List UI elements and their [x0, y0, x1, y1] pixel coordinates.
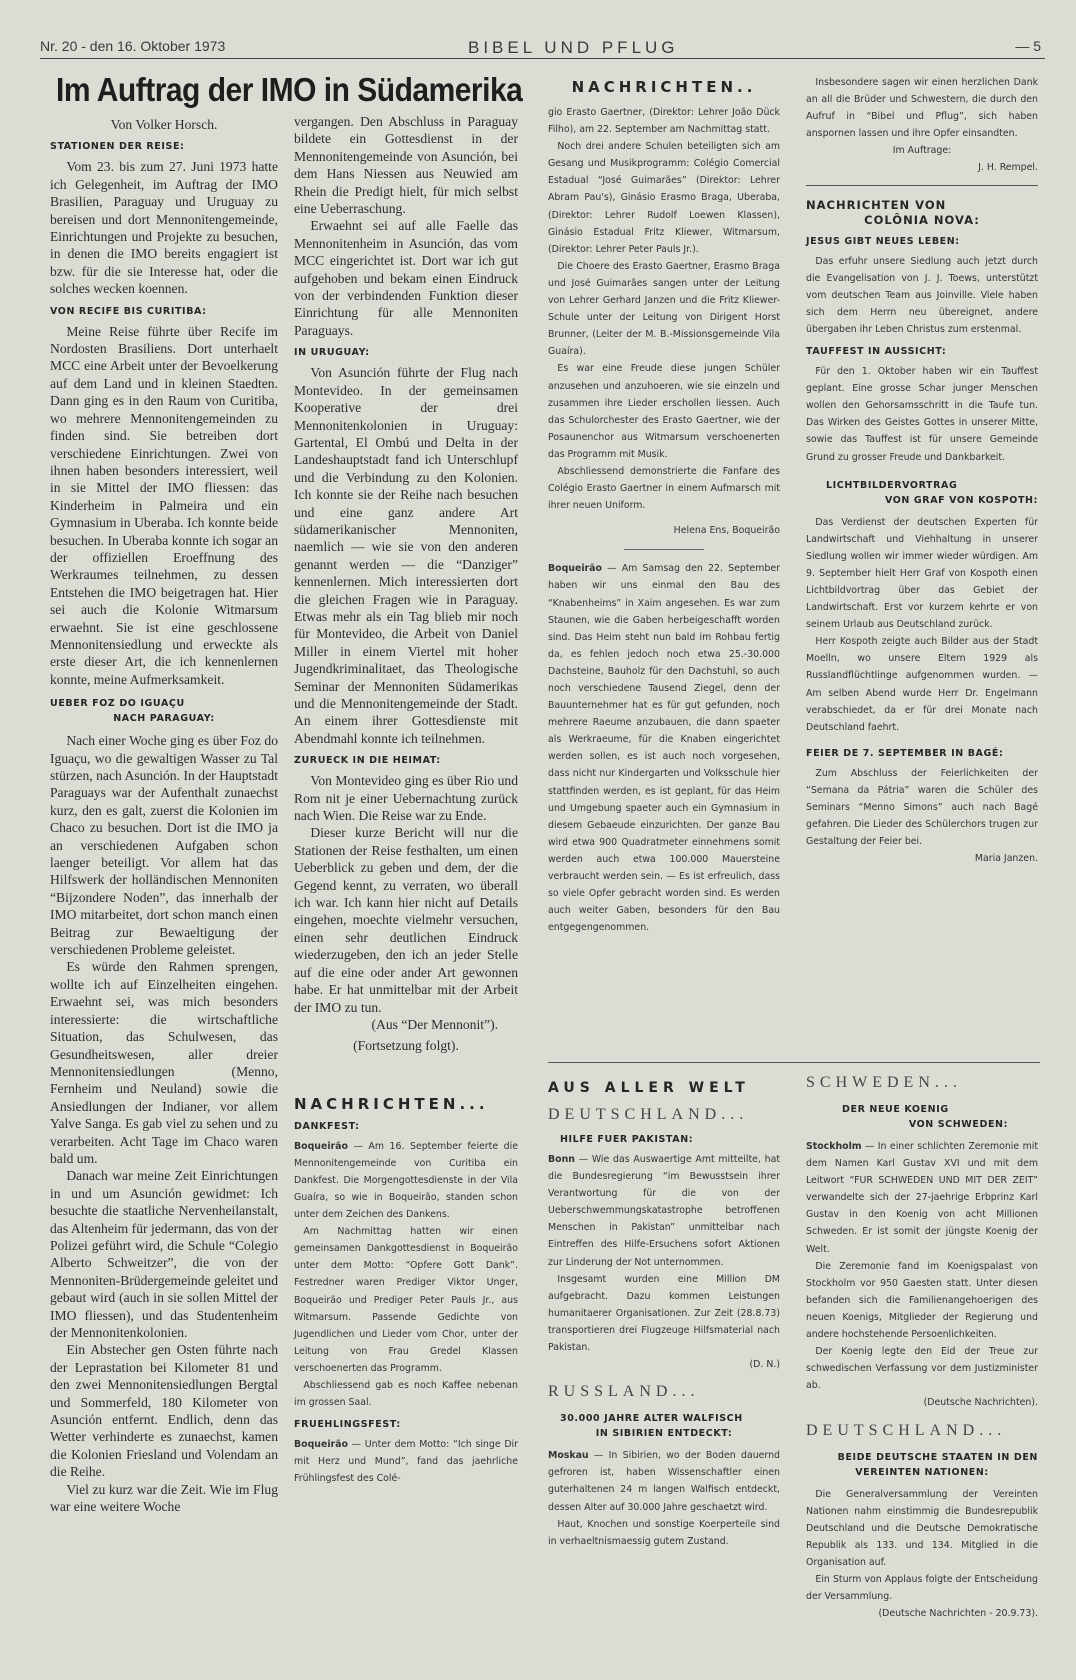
aus-aller-welt-col3: [548, 1072, 780, 1672]
aus-aller-welt-col4: [806, 1072, 1038, 1672]
paper-title: BIBEL UND PFLUG: [468, 38, 679, 57]
nachrichten-section-b: [548, 74, 780, 1014]
news-text: — Am 16. September feierte die Mennonitengemeinde von Curitiba ein Dankfest. Die Morgengottesdienste in der Vila Guaíra, so wie in Boqueirão, standen schon unter dem Zeichen des Dankens.: [294, 1140, 518, 1221]
heading-tauffest: TAUFFEST IN AUSSICHT:: [806, 346, 947, 358]
news-paragraph: Es war eine Freude diese jungen Schüler anzusehen und anzuhoeren, wie sie einzeln und zusammen ihre Lieder erschollen liessen. Auch das Schulorchester des Erasto Gaertner, wie der Posaunenchor aus Witmarsum verschoenerten das Programm mit Musik.: [548, 363, 780, 460]
article-paragraph: Vom 23. bis zum 27. Juni 1973 hatte ich Gelegenheit, im Auftrag der IMO Brasilien, Paraguay und Uruguay zu bereisen und dort Mennonitengemeinde, Einrichtungen und Projekte zu besuchen, in denen die IMO bereits engagiert ist bzw. für die sie Interesse hat, oder die solches wecken koennen.: [50, 159, 278, 297]
news-paragraph: Für den 1. Oktober haben wir ein Tauffest geplant. Eine grosse Schar junger Menschen wollen den Gehorsamsschritt in die Taufe tun. Das Wirken des Geistes Gottes in unserer Mitte, sowie das Tauffest ist für unsere Gemeinde Grund zu grosser Freude und Dankbarkeit.: [806, 366, 1038, 463]
country-russland: RUSSLAND...: [548, 1383, 700, 1401]
source-deutsche-nachrichten-2: (Deutsche Nachrichten - 20.9.73).: [878, 1608, 1038, 1620]
heading-dankfest: DANKFEST:: [294, 1120, 360, 1132]
heading-foz: [50, 696, 278, 726]
heading-uno-line2: VEREINTEN NATIONEN:: [855, 1466, 989, 1478]
article-paragraph: Von Asunción führte der Flug nach Montevideo. In der gemeinsamen Kooperative der drei Mennonitenkolonien in Uruguay: Gartental, El Ombú und Delta in der Landeshauptstadt fand ich Unterschlupf und die Verbindung zu den Kolonien. Ich konnte sie der Reihe nach besuchen und eine ganz andere Art südamerikanischer Mennoniten, naemlich — wie sie von den anderen genannt werden — die “Danziger” kennenlernen. Mich interessierten dort die gleichen Fragen wie in Paraguay. Etwas mehr als ein Tag blieb mir noch für Montevideo, die Arbeit von Daniel Miller in einem Viertel mit hoher Jugendkriminalitaet, das Theologische Seminar der Mennoniten Südamerikas und die Mennonitengemeinde der Stadt. An einem ihrer Gottesdienste mit Abendmahl konnte ich teilnehmen.: [294, 365, 518, 746]
news-paragraph: Der Koenig legte den Eid der Treue zur schwedischen Verfassung vor dem Justizminister ab.: [806, 1346, 1038, 1392]
heading-fruehling: FRUEHLINGSFEST:: [294, 1419, 401, 1431]
heading-recife: VON RECIFE BIS CURITIBA:: [50, 305, 207, 317]
news-paragraph: Abschliessend gab es noch Kaffee nebenan im grossen Saal.: [294, 1380, 518, 1409]
issue-date: Nr. 20 - den 16. Oktober 1973: [40, 38, 226, 54]
news-paragraph: Herr Kospoth zeigte auch Bilder aus der Stadt Moelln, wo unsere Eltern 1929 als Russlandflüchtlinge aufgenommen wurden. — Am selben Abend wurde Herr Dr. Engelmann verabschiedet, da er für drei Monate nach Deutschland faehrt.: [806, 636, 1038, 733]
source-deutsche-nachrichten: (Deutsche Nachrichten).: [923, 1397, 1038, 1409]
article-headline: Im Auftrag der IMO in Südamerika: [56, 72, 523, 109]
signature-rempel: J. H. Rempel.: [978, 162, 1038, 174]
news-paragraph: Abschliessend demonstrierte die Fanfare des Colégio Erasto Gaertner in einem Aufmarsch mit ihrer neuen Uniform.: [548, 465, 780, 512]
heading-jesus: JESUS GIBT NEUES LEBEN:: [806, 235, 960, 247]
heading-zurueck: ZURUECK IN DIE HEIMAT:: [294, 755, 441, 767]
news-paragraph: Haut, Knochen und sonstige Koerperteile sind in verhaeltnismaessig gutem Zustand.: [548, 1518, 780, 1547]
place-boqueirao: Boqueirão: [548, 563, 602, 575]
nachrichten-title: NACHRICHTEN...: [294, 1094, 489, 1113]
signature-helena: Helena Ens, Boqueirão: [673, 525, 780, 537]
page-number: — 5: [1015, 38, 1041, 54]
news-paragraph: Insbesondere sagen wir einen herzlichen Dank an all die Brüder und Schwestern, die durch den Aufruf in “Bibel und Pflug”, sich haben anspornen lassen und ihre Opfer einsandten.: [806, 77, 1038, 140]
aus-aller-welt-title: AUS ALLER WELT: [548, 1080, 750, 1096]
heading-foz-line1: UEBER FOZ DO IGUAÇU: [50, 698, 185, 710]
heading-walfisch-line1: 30.000 JAHRE ALTER WALFISCH: [560, 1413, 743, 1425]
article-imo-col2: [294, 113, 518, 1673]
news-paragraph: Noch drei andere Schulen beteiligten sich am Gesang und Musikprogramm: Colégio Comercial Estadual “José Guimarães” (Direktor: Lehrer Abram Pau's), Ginásio Erasmo Braga, Uberaba, (Direktor: Lehrer Rudolf Loewen Klassen), Ginásio Estadual Fritz Kliewer, Witmarsum, (Direktor: Lehrer Peter Pauls Jr.).: [548, 141, 780, 255]
im-auftrage: Im Auftrage:: [892, 145, 952, 157]
news-text: — In einer schlichten Zeremonie mit dem Namen Karl Gustav XVI und mit dem Leitwort “FUR SCHWEDEN UND MIT DER ZEIT” verwandelte sich der 27-jaehrige Erbprinz Karl Gustav in den Koenig von acht Millionen Schweden. Er ist somit der jüngste Koenig der Welt.: [806, 1141, 1038, 1255]
news-paragraph: Die Generalversammlung der Vereinten Nationen nahm einstimmig die Bundesrepublik Deutschland und die Deutsche Demokratische Republik als 133. und 134. Mitglied in die Organisation auf.: [806, 1488, 1038, 1568]
article-paragraph: Dieser kurze Bericht will nur die Stationen der Reise festhalten, um einen Ueberblick zu geben und dem, der die Gegend kennt, zu verraten, wo überall ich war. Ich kann hier nicht auf Details eingehen, moechte vielmehr versuchen, einen sehr deutlichen Eindruck wiederzugeben, den ich an jeder Stelle auf die eine oder ander Art gewonnen habe. Er hat unmittelbar mit der Arbeit der IMO zu tun.: [294, 825, 518, 1015]
country-deutschland-2: DEUTSCHLAND...: [806, 1421, 1007, 1439]
masthead: [40, 36, 1045, 62]
news-text: — Am Samsag den 22. September haben wir uns einmal den Bau des “Knabenheims” in Xaim angesehen. Es war zum Staunen, wie die Gaben herbeigeschafft worden sind. Das Heim steht nun bald im Rohbau fertig da, es fehlen jedoch noch etwa 25.-30.000 Dachsteine, Bauholz für den Dachstuhl, so auch noch verschiedene Tausend Ziegel, denn der Bauunternehmer hat es für gut gefunden, noch mehrere Raeume anzubauen, die dann spaeter als Werkraeume, für die Knaben eingerichtet werden sollen, es ist auch noch vorgesehen, dass nicht nur Kindergarten und Volksschule hier stattfinden werden, es ist geplant, für das Heim und Umgebung spaeter auch ein Gymnasium in diesem Gebaeude einzurichten. Der ganze Bau wird etwa 900 Quadratmeter einnehmens somit werden auch etwa 100.000 Mauersteine verbraucht werden sein. — Es ist erfreulich, dass so viele Opfer gebracht worden sind. Es werden auch weiter Gaben, besonders für den Bau entgegengenommen.: [548, 563, 781, 934]
heading-lichtbild-line1: LICHTBILDERVORTRAG: [826, 479, 958, 491]
news-paragraph: Insgesamt wurden eine Million DM aufgebracht. Dazu kommen Leistungen humanitaerer Organisationen. Zur Zeit (28.8.73) transportieren drei Flugzeuge Hilfsmaterial nach Pakistan.: [548, 1273, 780, 1354]
article-byline: Von Volker Horsch.: [110, 117, 218, 132]
heading-uno: [806, 1450, 1038, 1480]
right-news-col: [806, 74, 1038, 1074]
article-paragraph: Viel zu kurz war die Zeit. Wie im Flug war eine weitere Woche: [50, 1481, 278, 1515]
news-text: — In Sibirien, wo der Boden dauernd gefroren ist, haben Wissenschaftler einen guterhaltenen 24 m langen Walfisch entdeckt, dessen Alter auf 30.000 Jahre geschaetzt wird.: [548, 1450, 780, 1513]
heading-lichtbild-line2: VON GRAF VON KOSPOTH:: [884, 494, 1038, 506]
nachrichten-section-a: [294, 1095, 518, 1488]
heading-feier: FEIER DE 7. SEPTEMBER IN BAGÉ:: [806, 747, 1004, 759]
heading-stationen: STATIONEN DER REISE:: [50, 141, 185, 153]
heading-pakistan: HILFE FUER PAKISTAN:: [560, 1134, 694, 1145]
country-deutschland: DEUTSCHLAND...: [548, 1106, 749, 1123]
article-paragraph: vergangen. Den Abschluss in Paraguay bildete ein Gottesdienst in der Mennonitengemeinde von Asunción, bei dem Hans Niessen aus Neuwied am Rhein die Predigt hielt, für mich selbst eine Ueberraschung.: [294, 114, 518, 217]
news-paragraph: Zum Abschluss der Feierlichkeiten der “Semana da Pátria” waren die Schüler des Seminars “Menno Simons” auch nach Bagé gefahren. Die Lieder des Schülerchors trugen zur Gestaltung der Feier bei.: [806, 767, 1038, 848]
article-paragraph: Von Montevideo ging es über Rio und Rom nit je einer Uebernachtung zurück nach Wien. Die Reise war zu Ende.: [294, 773, 518, 824]
news-paragraph: Ein Sturm von Applaus folgte der Entscheidung der Versammlung.: [806, 1573, 1038, 1603]
short-divider: [624, 549, 704, 550]
news-paragraph: Die Zeremonie fand im Koenigspalast von Stockholm vor 950 Gaesten statt. Unter diesen befanden sich die Familienangehoerigen des neuen Koenigs, Mitglieder der Regierung und andere hochstehende Persoenlichkeiten.: [806, 1260, 1038, 1341]
heading-colonia: [806, 198, 1038, 228]
article-paragraph: Es würde den Rahmen sprengen, wollte ich auf Einzelheiten eingehen. Erwaehnt sei, was mich besonders interessierte: die wirtschaftliche Situation, das Schulwesen, das Gesundheitswesen, aller dreier Mennonitensiedlungen (Menno, Fernheim und Neuland) sowie die Ansiedlungen der Indianer, vor allem Yalve Sanga. Es gab viel zu sehen und zu verarbeiten. Acht Tage im Chaco waren bald um.: [50, 959, 278, 1166]
article-continued: (Fortsetzung folgt).: [353, 1038, 459, 1054]
heading-foz-line2: NACH PARAGUAY:: [113, 713, 215, 725]
heading-walfisch: [548, 1411, 780, 1441]
article-source: (Aus “Der Mennonit”).: [371, 1016, 498, 1032]
country-schweden: SCHWEDEN...: [806, 1074, 962, 1091]
article-paragraph: Danach war meine Zeit Einrichtungen in und um Asunción gewidmet: Ich besuchte die staatliche Nervenheilanstalt, das Altenheim für jedermann, das von der Polizei geführt wird, die Schule “Colegio Alberto Schweitzer”, die von der Mennoniten-Brüdergemeinde geleitet und gebaut wird (auch in sie sollen Mittel der IMO fliessen), und das Studentenheim der Mennonitenkolonien.: [50, 1168, 278, 1340]
article-paragraph: Nach einer Woche ging es über Foz do Iguaçu, wo die gewaltigen Wasser zu Tal stürzen, nach Asunción. In der Hauptstadt Paraguays war der Aufenthalt zunaechst kurz, den es galt, zuerst die Kolonien im Chaco zu besuchen. Dort ist die IMO ja an verschiedenen Aufgaben schon laenger beteiligt. Vor allem hat das Hilfswerk der holländischen Mennoniten “Bijzondere Noden”, das innerhalb der IMO mitarbeitet, dort schon manch einen Beitrag zur Bewaeltigung der verschiedenen Probleme geleistet.: [50, 733, 278, 958]
masthead-rule: [40, 58, 1045, 59]
place-bonn: Bonn: [548, 1154, 575, 1165]
heading-koenig: [806, 1102, 1038, 1132]
news-paragraph: Das erfuhr unsere Siedlung auch jetzt durch die Evangelisation von J. J. Toews, unterstützt vom deutschen Team aus Joinville. Viele haben sich dem Herrn neu übereignet, andere übergaben ihr Leben Christus zum erstenmal.: [806, 255, 1038, 335]
place-boqueirao: Boqueirão: [294, 1140, 348, 1152]
news-text: — Wie das Auswaertige Amt mitteilte, hat die Bundesregierung “im Bewusstsein ihrer Verantwortung für die von der Ueberschwemmungskatastrophe betroffenen Menschen in Pakistan” unmittelbar nach Eintreffen des Hilfe-Ersuchens sofort Aktionen zur Linderung der Not unternommen.: [548, 1154, 780, 1268]
heading-uno-line1: BEIDE DEUTSCHE STAATEN IN DEN: [837, 1451, 1038, 1463]
news-paragraph: Die Choere des Erasto Gaertner, Erasmo Braga und José Guimarães sangen unter der Leitung von Lehrer Gerhard Janzen und die Fritz Kliewer-Schule unter der Leitung von Dirigent Horst Brunner, (Leiter der M. B.-Missionsgemeinde Vila Guaíra).: [548, 260, 780, 358]
heading-walfisch-line2: IN SIBIRIEN ENTDECKT:: [595, 1428, 733, 1440]
article-paragraph: Erwaehnt sei auf alle Faelle das Mennonitenheim in Asunción, das vom MCC eingerichtet ist. Dort war ich gut aufgehoben und bekam einen Eindruck von der verbindenden Funktion dieser Einrichtung für alle Mennoniten Paraguays.: [294, 218, 518, 338]
section-divider: [806, 185, 1038, 186]
article-paragraph: Meine Reise führte über Recife im Nordosten Brasiliens. Dort unterhaelt MCC eine Arbeit unter der Bevoelkerung auf dem Land und in kleinen Staedten. Dann ging es in den Raum von Curitiba, wo mehrere Mennonitengemeinden zu finden sind. Sie betreiben dort verschiedene Einrichtungen. Zwei von ihnen haben besonders interessiert, weil in sie Mittel der IMO fliessen: das Kinderheim in Palmeira und ein Gymnasium in Uberaba. Ich konnte beide besuchen. In Uberaba konnte ich sogar an der offiziellen Eroeffnung des Werkraumes teilnehmen, zu dessen Entstehen die IMO beigetragen hat. Hier sei auch die Kolonie Witmarsum erwaehnt. Sie ist eine geschlossene Mennonitensiedlung und erweckte als erste dieser Art, die ich kennenlernen konnte, meine Aufmerksamkeit.: [50, 323, 278, 687]
signature-janzen: Maria Janzen.: [974, 853, 1038, 865]
article-paragraph: Ein Abstecher gen Osten führte nach der Leprastation bei Kilometer 81 und den zwei Mennonitensiedlungen Bergtal und Sommerfeld, 180 Kilometer von Asunción entfernt. Endlich, denn das Wetter verhinderte es zunaechst, kamen die Kolonien Friesland und Volendam an die Reihe.: [50, 1342, 278, 1480]
heading-colonia-line1: NACHRICHTEN VON: [806, 197, 947, 212]
heading-colonia-line2: COLÔNIA NOVA:: [864, 212, 980, 227]
source-dn: (D. N.): [749, 1359, 780, 1371]
heading-uruguay: IN URUGUAY:: [294, 347, 370, 359]
nachrichten-title-b: NACHRICHTEN..: [571, 78, 757, 96]
heading-koenig-line2: VON SCHWEDEN:: [908, 1119, 1008, 1130]
place-moskau: Moskau: [548, 1450, 589, 1462]
heading-koenig-line1: DER NEUE KOENIG: [842, 1104, 949, 1115]
place-stockholm: Stockholm: [806, 1141, 862, 1152]
aus-aller-welt-rule: [548, 1062, 1040, 1063]
news-text: — Unter dem Motto: “Ich singe Dir mit Herz und Mund”, fand das jaehrliche Frühlingsfest des Colé-: [294, 1439, 518, 1485]
news-paragraph: Das Verdienst der deutschen Experten für Landwirtschaft und Viehhaltung in unserer Siedlung wollen wir immer wieder würdigen. Am 9. September hielt Herr Graf von Kospoth einen Lichtbildvortrag über das Gebiet der Landwirtschaft. Erst vor kurzem kehrte er von seinem Urlaub aus Deutschland zurück.: [806, 516, 1038, 631]
place-boqueirao: Boqueirão: [294, 1439, 348, 1451]
heading-lichtbild: [806, 478, 1038, 508]
news-paragraph: Am Nachmittag hatten wir einen gemeinsamen Dankgottesdienst in Boqueirão unter dem Motto: “Opfere Gott Dank”. Festredner waren Prediger Viktor Unger, Boqueirão und Prediger Peter Pauls Jr., aus Witmarsum. Passende Gedichte von Jugendlichen und Lieder vom Chor, unter der Leitung von Frau Gredel Klassen verschoenerten das Programm.: [294, 1226, 518, 1374]
news-paragraph: gio Erasto Gaertner, (Direktor: Lehrer João Dück Filho), am 22. September am Nachmittag statt.: [548, 107, 780, 136]
